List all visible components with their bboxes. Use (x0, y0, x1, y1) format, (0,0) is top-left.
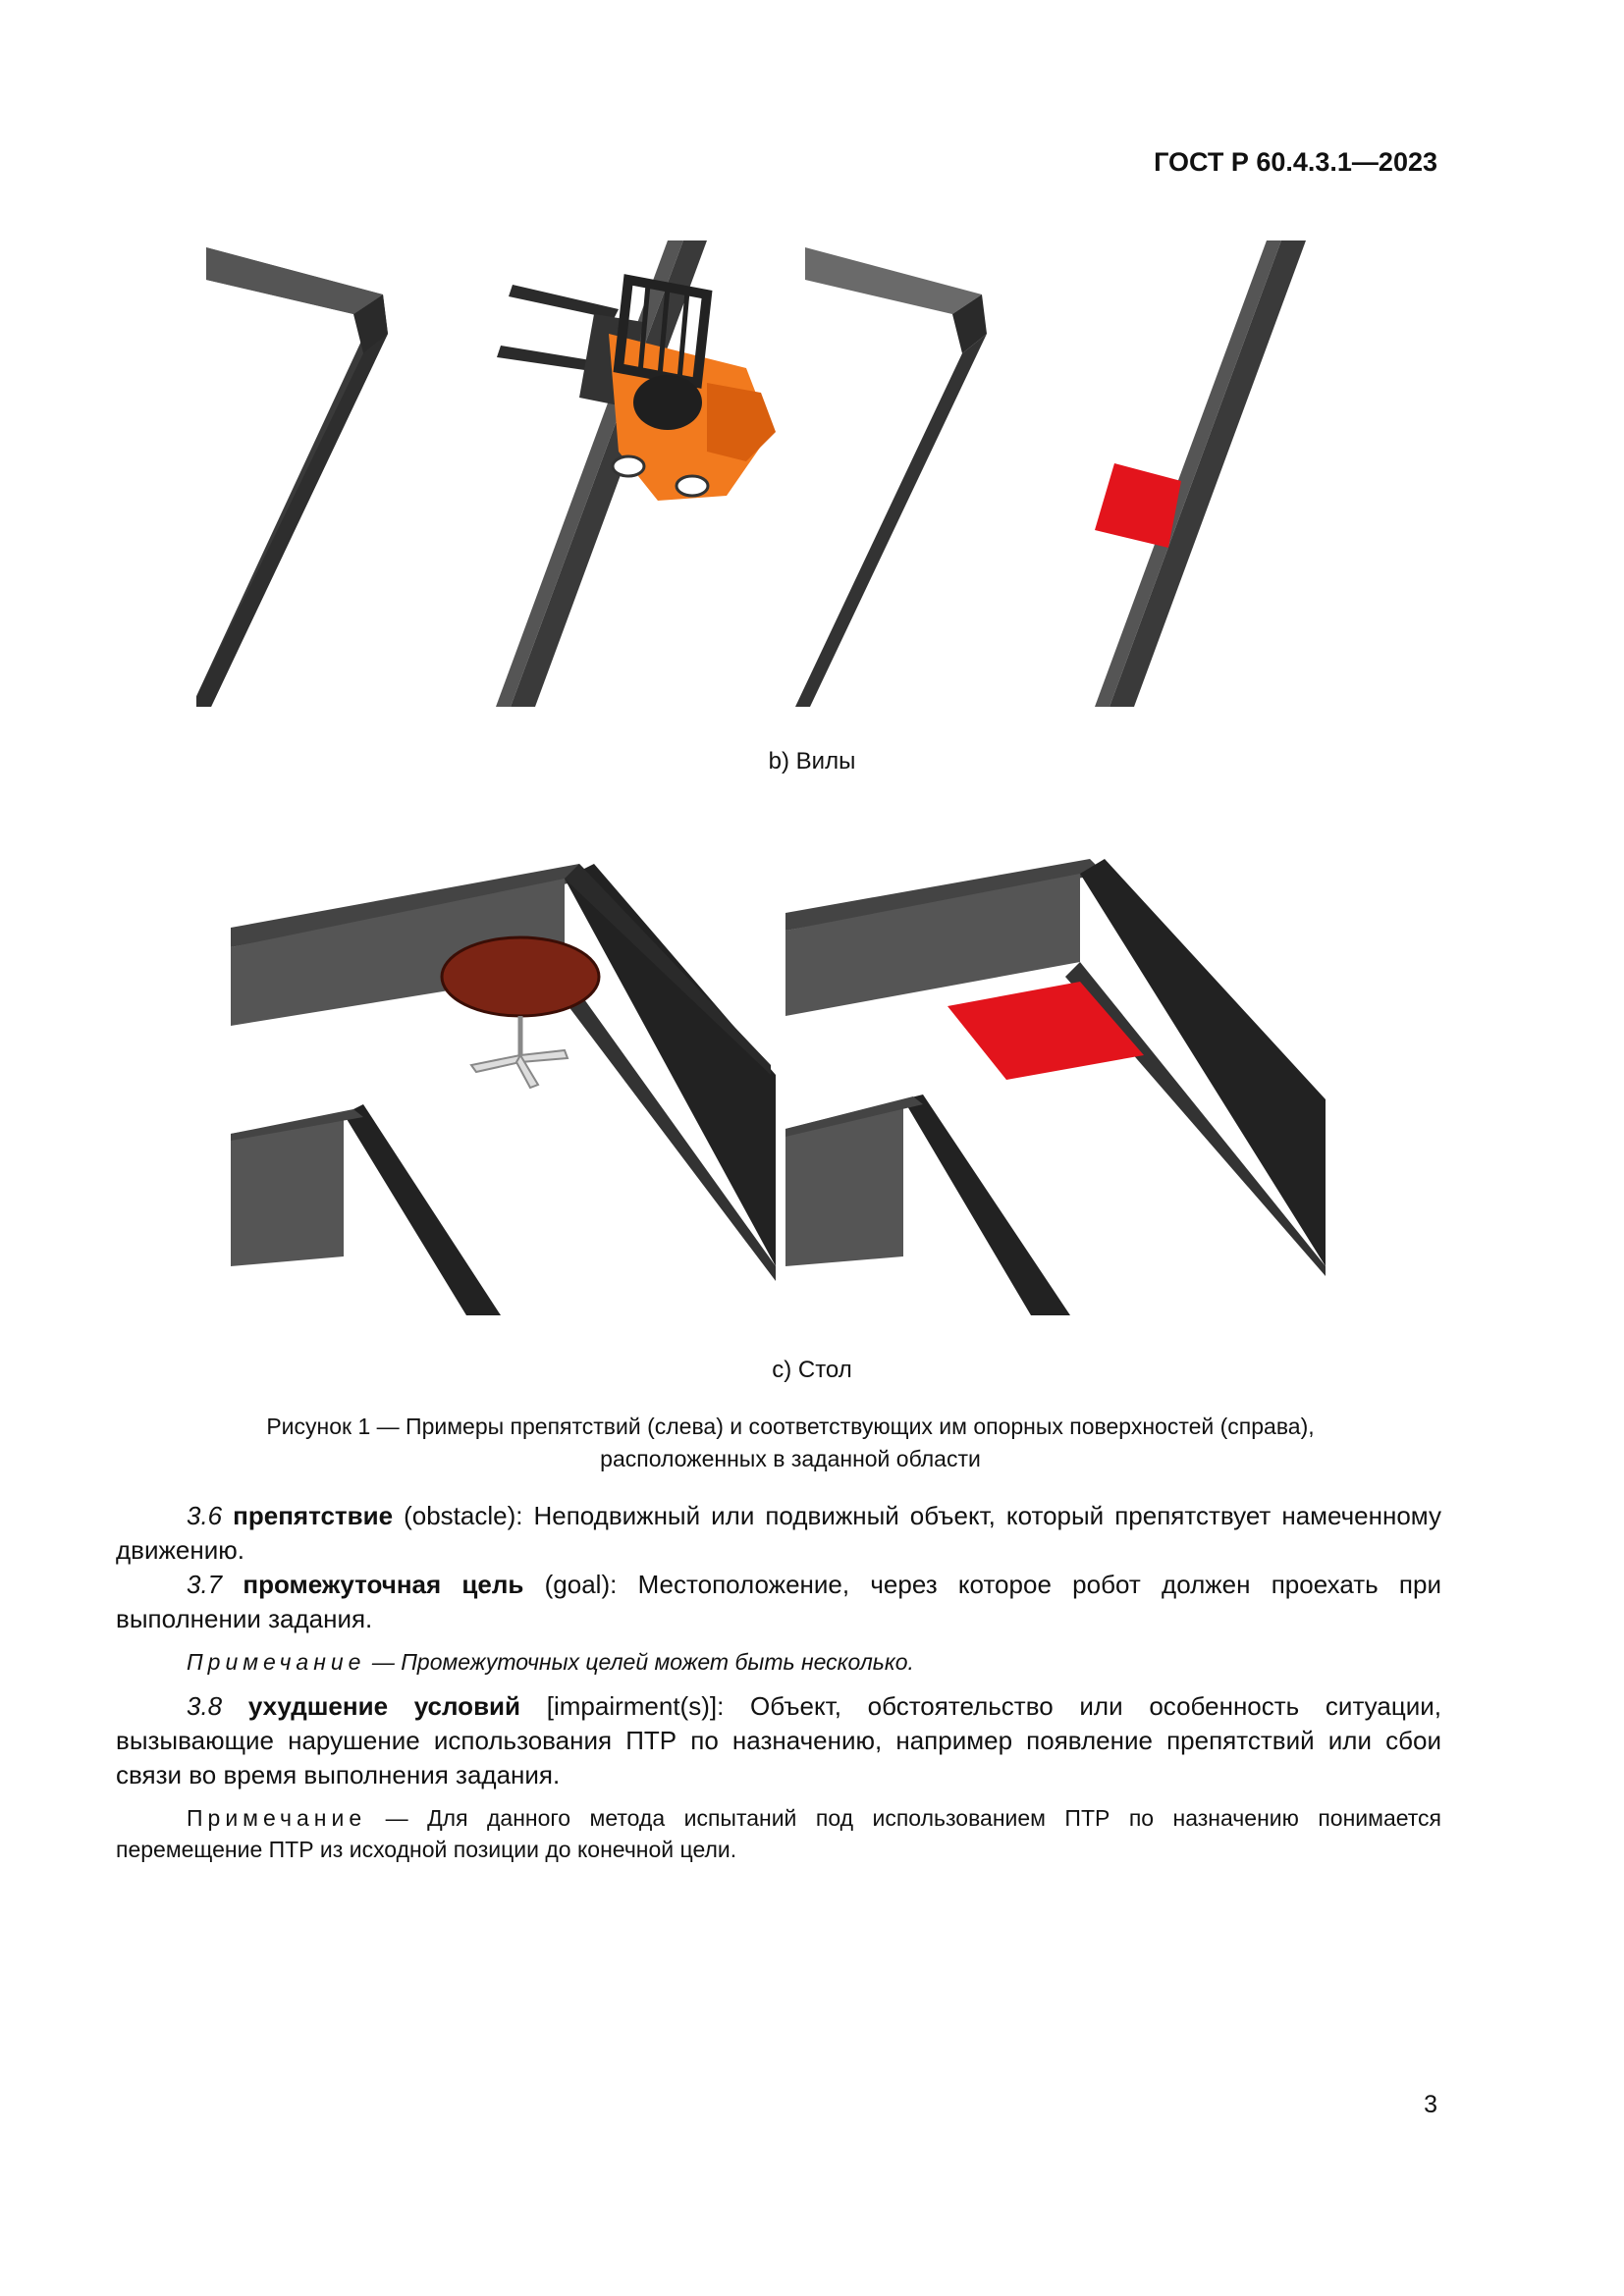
note-1: Примечание — Промежуточных целей может быть несколько. (187, 1649, 914, 1675)
document-code: ГОСТ Р 60.4.3.1—2023 (1154, 147, 1437, 177)
note-2: Примечание — Для данного метода испытаний под использованием ПТР по назначению понимается перемещение ПТР из исходной позиции до конечной цели. (116, 1805, 1441, 1862)
table-support-surface (947, 982, 1144, 1080)
figure-c-left-walls (231, 864, 776, 1315)
definitions-body (116, 1499, 1441, 1877)
page-number: 3 (1424, 2091, 1437, 2118)
figure-b-right-wall (795, 247, 987, 707)
forklift-obstacle (497, 280, 776, 501)
figure-c-right-walls (785, 859, 1326, 1315)
figure-b-caption: b) Вилы (768, 748, 856, 774)
figure-b-left-wall (196, 247, 388, 707)
term-3-7: 3.7 промежуточная цель (goal): Местоположение, через которое робот должен проехать при выполнении задания. (116, 1570, 1441, 1633)
figure-c-table (226, 854, 1345, 1315)
figure-b-forklift (196, 236, 1335, 717)
term-3-8: 3.8 ухудшение условий [impairment(s)]: Объект, обстоятельство или особенность ситуации, вызывающие нарушение использования ПТР по назначению, например появление препятствий или сбои связи во время выполнения задания. (116, 1691, 1441, 1789)
figure-title-line2: расположенных в заданной области (600, 1446, 981, 1471)
figure-title (147, 1411, 1434, 1475)
forklift-support-surface (1095, 463, 1181, 548)
term-3-6: 3.6 препятствие (obstacle): Неподвижный или подвижный объект, который препятствует намеченному движению. (116, 1501, 1441, 1565)
figure-c-caption: c) Стол (772, 1357, 852, 1383)
figure-title-line1: Рисунок 1 — Примеры препятствий (слева) и соответствующих им опорных поверхностей (справа), (266, 1414, 1315, 1439)
